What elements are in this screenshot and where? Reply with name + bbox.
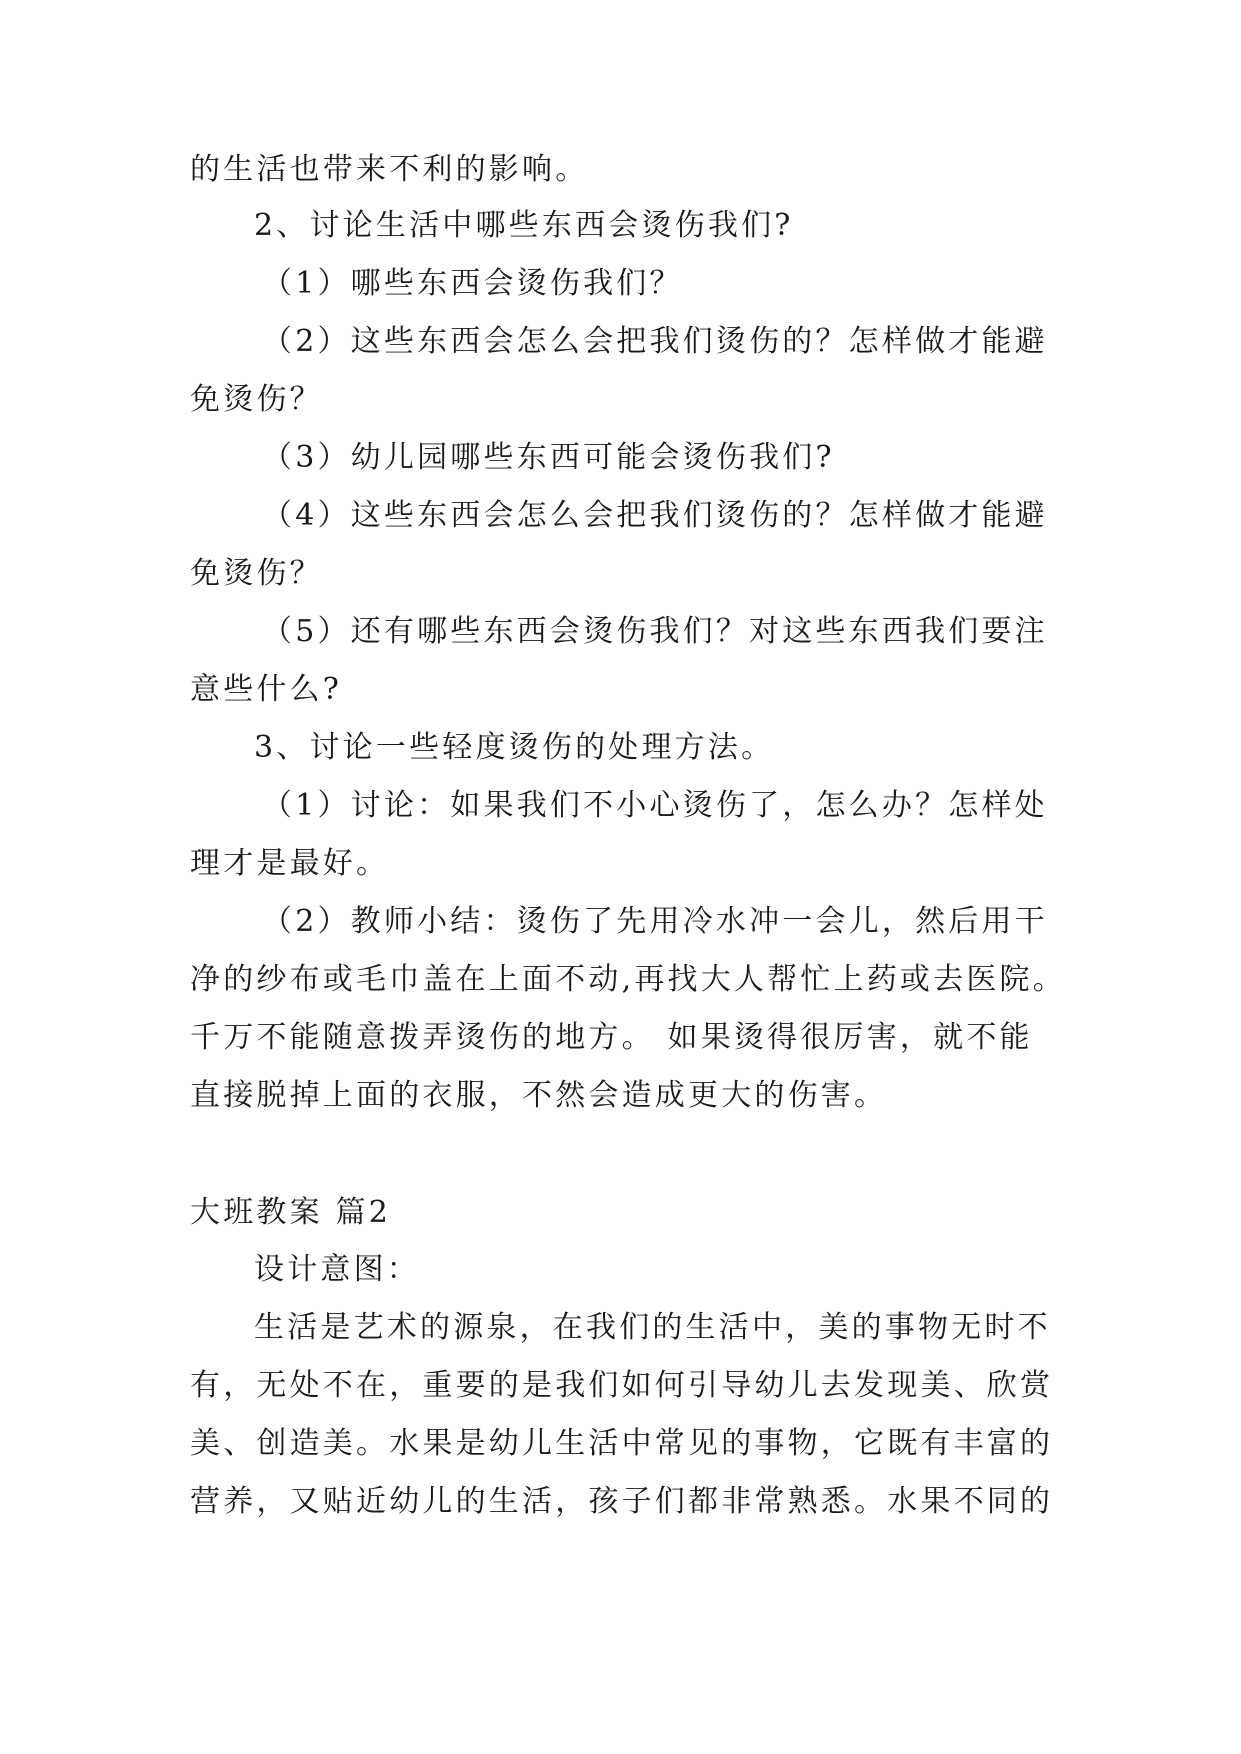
- text-line: （1）讨论：如果我们不小心烫伤了，怎么办？怎样处: [262, 788, 1048, 823]
- text-line: 的生活也带来不利的影响。: [190, 152, 589, 187]
- section-heading: 2、讨论生活中哪些东西会烫伤我们?: [254, 208, 794, 243]
- text-line: （1）哪些东西会烫伤我们？: [262, 266, 683, 301]
- text-line: 美、创造美。水果是幼儿生活中常见的事物，它既有丰富的: [190, 1426, 1054, 1461]
- text-line: 有，无处不在，重要的是我们如何引导幼儿去发现美、欣赏: [190, 1368, 1054, 1403]
- text-line: （3）幼儿园哪些东西可能会烫伤我们?: [262, 440, 835, 475]
- text-line: 营养，又贴近幼儿的生活，孩子们都非常熟悉。水果不同的: [190, 1484, 1054, 1519]
- section-heading: 设计意图：: [254, 1252, 420, 1287]
- text-line: 理才是最好。: [190, 846, 390, 881]
- text-line: 生活是艺术的源泉，在我们的生活中，美的事物无时不: [254, 1310, 1051, 1345]
- text-line: 免烫伤？: [190, 382, 323, 417]
- text-line: （2）这些东西会怎么会把我们烫伤的？怎样做才能避: [262, 324, 1048, 359]
- text-line: （4）这些东西会怎么会把我们烫伤的？怎样做才能避: [262, 498, 1048, 533]
- text-line: 千万不能随意拨弄烫伤的地方。 如果烫得很厉害，就不能: [190, 1020, 1033, 1055]
- section-heading: 3、讨论一些轻度烫伤的处理方法。: [254, 730, 775, 765]
- text-line: 直接脱掉上面的衣服，不然会造成更大的伤害。: [190, 1078, 888, 1113]
- article-title: 大班教案 篇2: [190, 1195, 392, 1230]
- text-line: （5）还有哪些东西会烫伤我们？对这些东西我们要注: [262, 614, 1048, 649]
- text-line: 意些什么?: [190, 672, 343, 707]
- text-line: 净的纱布或毛巾盖在上面不动,再找大人帮忙上药或去医院。: [190, 962, 1066, 997]
- text-line: 免烫伤？: [190, 556, 323, 591]
- text-line: （2）教师小结：烫伤了先用冷水冲一会儿，然后用干: [262, 904, 1048, 939]
